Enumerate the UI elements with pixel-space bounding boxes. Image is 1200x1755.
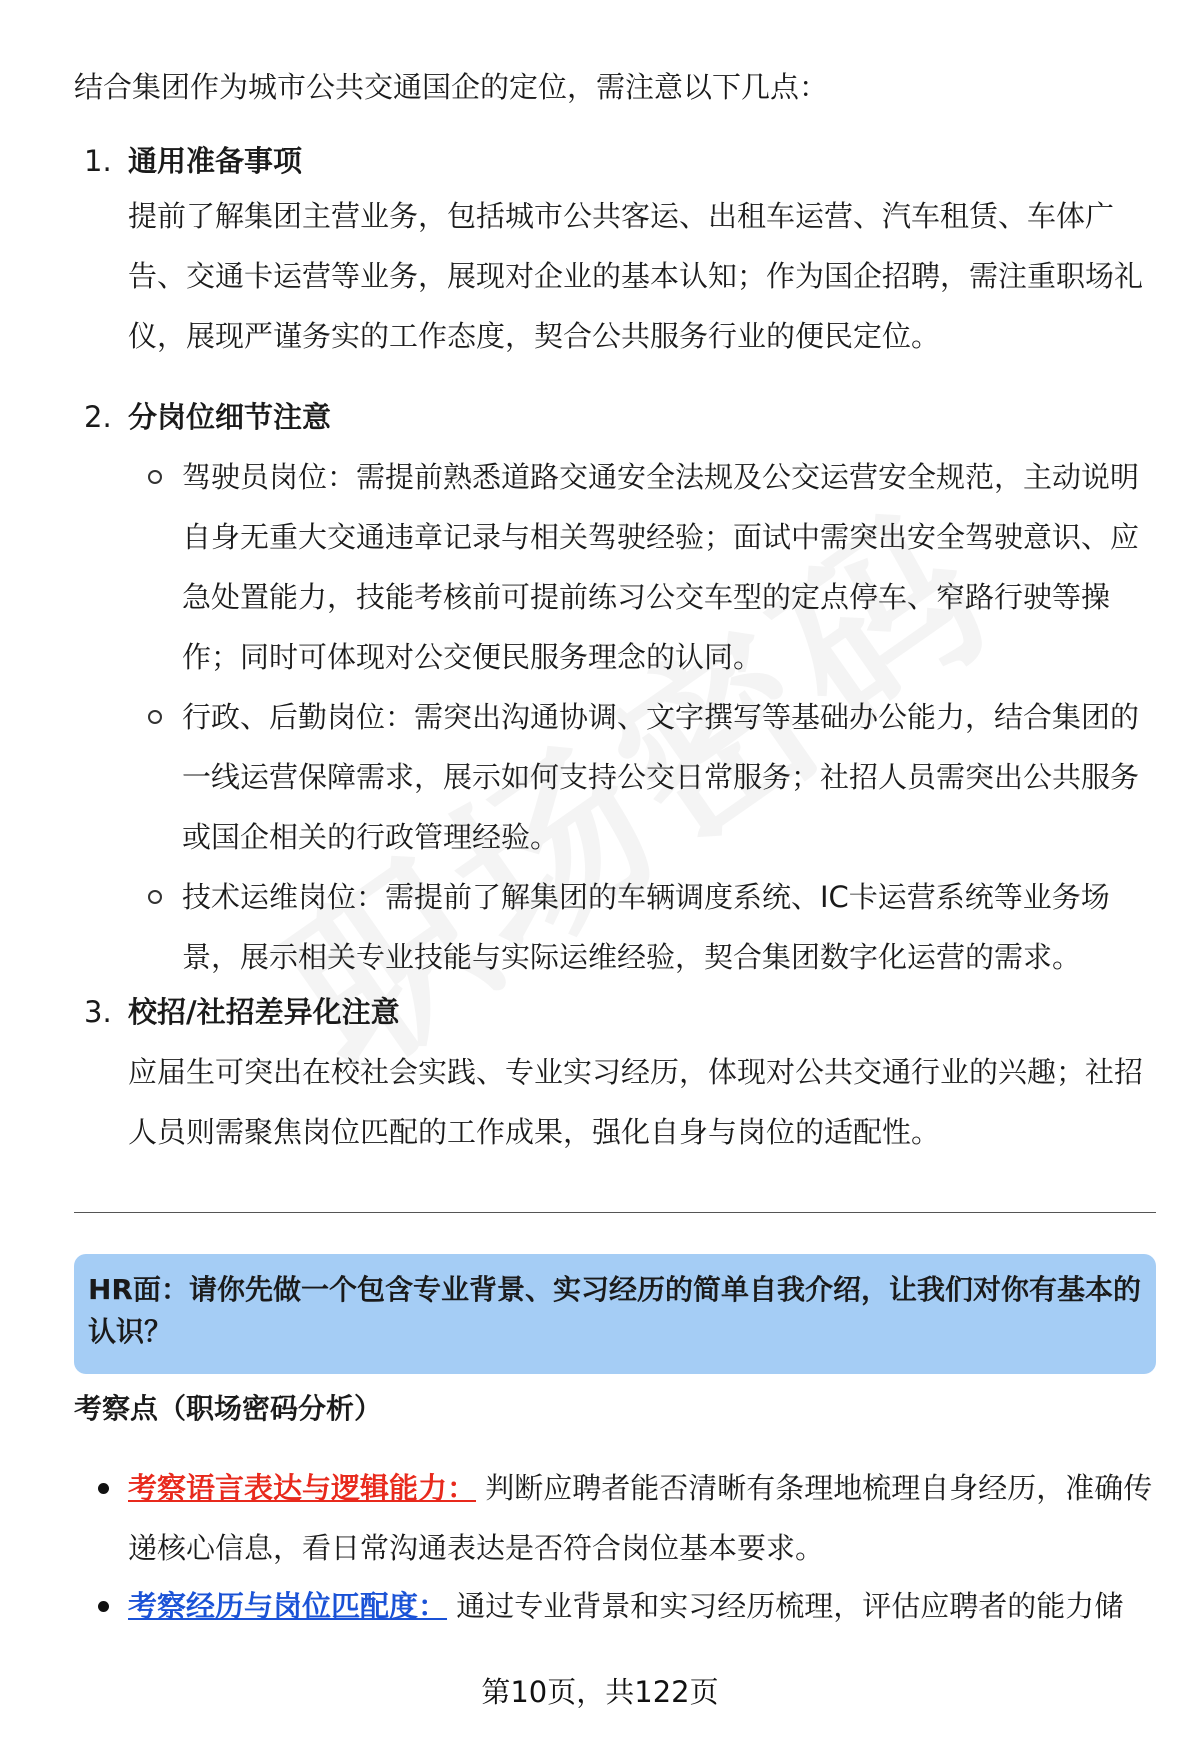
hr-question: HR面：请你先做一个包含专业背景、实习经历的简单自我介绍，让我们对你有基本的认识？ [88, 1273, 1141, 1348]
analysis-point [128, 1458, 1158, 1578]
list-item-title: 校招/社招差异化注意 [128, 995, 400, 1029]
page-footer: 第10页，共122页 [481, 1675, 719, 1709]
list-number: 2. [84, 400, 112, 434]
bullet-icon [98, 1483, 109, 1494]
analysis-point [128, 1576, 1158, 1636]
hr-question-box [74, 1254, 1156, 1374]
list-item-heading [84, 987, 400, 1037]
list-item-paragraph: 提前了解集团主营业务，包括城市公共客运、出租车运营、汽车租赁、车体广告、交通卡运营等业务，展现对企业的基本认知；作为国企招聘，需注重职场礼仪，展现严谨务实的工作态度，契合公共服务行业的便民定位。 [128, 199, 1144, 353]
list-number: 1. [84, 144, 112, 178]
list-item-heading [84, 136, 302, 186]
circle-bullet-icon [148, 470, 162, 484]
circle-bullet-icon [148, 710, 162, 724]
point-keyword: 考察经历与岗位匹配度： [128, 1589, 448, 1623]
list-item-title: 分岗位细节注意 [128, 400, 332, 434]
list-item-paragraph: 应届生可突出在校社会实践、专业实习经历，体现对公共交通行业的兴趣；社招人员则需聚焦岗位匹配的工作成果，强化自身与岗位的适配性。 [128, 1055, 1144, 1149]
list-number: 3. [84, 995, 112, 1029]
list-item-heading [84, 392, 331, 442]
point-text: 判断应聘者能否清晰有条理地梳理自身经历，准确传递核心信息，看日常沟通表达是否符合岗位基本要求。 [128, 1471, 1153, 1565]
sub-list-item: 驾驶员岗位：需提前熟悉道路交通安全法规及公交运营安全规范，主动说明自身无重大交通违章记录与相关驾驶经验；面试中需突出安全驾驶意识、应急处置能力，技能考核前可提前练习公交车型的定点停车、窄路行驶等操作；同时可体现对公交便民服务理念的认同。 [182, 460, 1140, 674]
analysis-heading: 考察点（职场密码分析） [74, 1392, 383, 1425]
sub-list-item: 技术运维岗位：需提前了解集团的车辆调度系统、IC卡运营系统等业务场景，展示相关专业技能与实际运维经验，契合集团数字化运营的需求。 [182, 880, 1110, 974]
point-keyword: 考察语言表达与逻辑能力： [128, 1471, 477, 1505]
point-text: 通过专业背景和实习经历梳理，评估应聘者的能力储 [456, 1589, 1124, 1623]
sub-list-item: 行政、后勤岗位：需突出沟通协调、文字撰写等基础办公能力，结合集团的一线运营保障需求，展示如何支持公交日常服务；社招人员需突出公共服务或国企相关的行政管理经验。 [182, 700, 1140, 854]
circle-bullet-icon [148, 890, 162, 904]
section-divider [74, 1212, 1156, 1213]
bullet-icon [98, 1601, 109, 1612]
intro-paragraph: 结合集团作为城市公共交通国企的定位，需注意以下几点： [74, 70, 829, 104]
list-item-title: 通用准备事项 [128, 144, 303, 178]
